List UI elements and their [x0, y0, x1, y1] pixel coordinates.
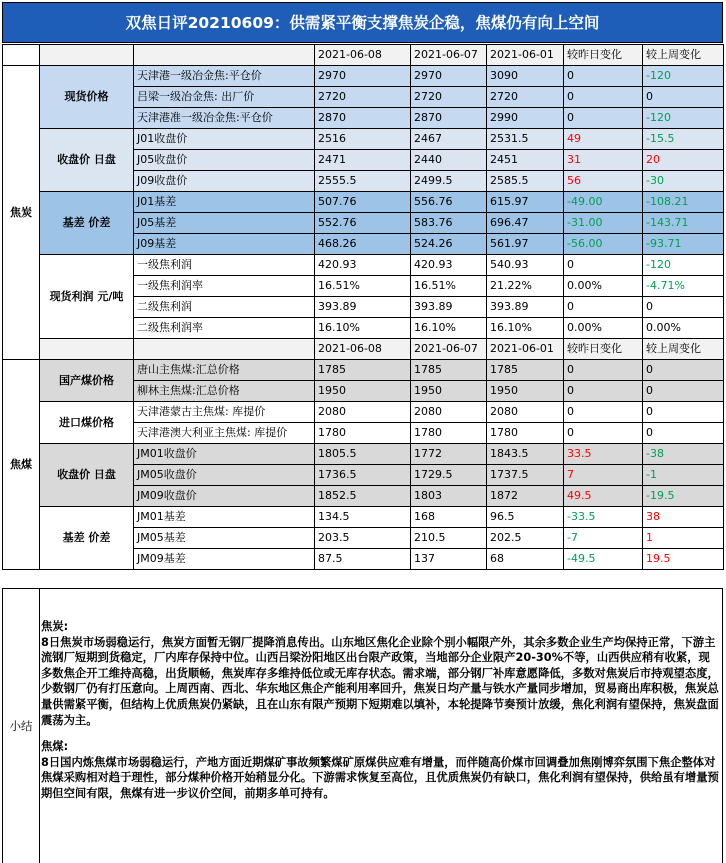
weekly-change-cell: 0 [643, 381, 724, 402]
row-label: J01收盘价 [134, 129, 315, 150]
coke-summary-heading: 焦炭: [41, 620, 69, 633]
value-cell: 3090 [487, 66, 564, 87]
value-cell: 2531.5 [487, 129, 564, 150]
value-cell: 1872 [487, 486, 564, 507]
weekly-change-cell: 0 [643, 402, 724, 423]
value-cell: 168 [411, 507, 487, 528]
value-cell: 16.10% [315, 318, 411, 339]
value-cell: 2467 [411, 129, 487, 150]
daily-change-cell: 0 [564, 297, 643, 318]
weekly-change-cell: 0 [643, 360, 724, 381]
table-row [3, 360, 724, 381]
coal-summary-body: 8日国内炼焦煤市场弱稳运行，产地方面近期煤矿事故频繁煤矿原煤供应难有增量，而伴随高价煤市回调叠加焦刚博弈氛围下焦企整体对焦煤采购相对趋于理性，部分煤种价格开始稍显分化。下游需求恢复至高位，且优质焦炭仍有缺口，焦化利润有望保持，供给虽有增量预期但空间有限，焦煤有进一步议价空间，前期多单可持有。 [41, 755, 719, 800]
profit-category-label: 现货利润 元/吨 [40, 255, 134, 339]
coal-section-label: 焦煤 [3, 360, 40, 570]
daily-change-cell: 0.00% [564, 318, 643, 339]
weekly-change-cell: -120 [643, 108, 724, 129]
weekly-change-cell: -143.71 [643, 213, 724, 234]
value-cell: 393.89 [487, 297, 564, 318]
close-category-label: 收盘价 日盘 [40, 444, 134, 507]
row-label: 二级焦利润率 [134, 318, 315, 339]
value-cell: 1785 [315, 360, 411, 381]
price-table [2, 44, 724, 570]
value-cell: 2555.5 [315, 171, 411, 192]
value-cell: 21.22% [487, 276, 564, 297]
value-cell: 1852.5 [315, 486, 411, 507]
value-cell: 137 [411, 549, 487, 570]
table-row [3, 402, 724, 423]
row-label: J09基差 [134, 234, 315, 255]
value-cell: 2471 [315, 150, 411, 171]
value-cell: 2499.5 [411, 171, 487, 192]
value-cell: 1785 [487, 360, 564, 381]
value-cell: 507.76 [315, 192, 411, 213]
blank-cell [40, 45, 134, 66]
daily-change-cell: -31.00 [564, 213, 643, 234]
value-cell: 552.76 [315, 213, 411, 234]
column-header: 2021-06-08 [315, 339, 411, 360]
column-header: 较昨日变化 [564, 339, 643, 360]
basis-category-label: 基差 价差 [40, 192, 134, 255]
row-label: 一级焦利润 [134, 255, 315, 276]
value-cell: 2970 [315, 66, 411, 87]
spot-category-label: 现货价格 [40, 66, 134, 129]
value-cell: 2080 [411, 402, 487, 423]
row-label: 柳林主焦煤:汇总价格 [134, 381, 315, 402]
corner-cell [3, 45, 40, 66]
weekly-change-cell: 20 [643, 150, 724, 171]
value-cell: 524.26 [411, 234, 487, 255]
daily-change-cell: 49 [564, 129, 643, 150]
value-cell: 583.76 [411, 213, 487, 234]
header-row [3, 45, 724, 66]
value-cell: 2870 [315, 108, 411, 129]
row-label: 天津港准一级冶金焦:平仓价 [134, 108, 315, 129]
value-cell: 540.93 [487, 255, 564, 276]
imported-category-label: 进口煤价格 [40, 402, 134, 444]
row-label: 天津港蒙古主焦煤: 库提价 [134, 402, 315, 423]
table-row [3, 66, 724, 87]
table-row [3, 507, 724, 528]
daily-change-cell: 0 [564, 423, 643, 444]
weekly-change-cell: 0 [643, 87, 724, 108]
value-cell: 1843.5 [487, 444, 564, 465]
value-cell: 393.89 [411, 297, 487, 318]
value-cell: 1772 [411, 444, 487, 465]
weekly-change-cell: -4.71% [643, 276, 724, 297]
table-row [3, 444, 724, 465]
blank-cell [134, 339, 315, 360]
value-cell: 696.47 [487, 213, 564, 234]
daily-change-cell: 0 [564, 255, 643, 276]
weekly-change-cell: -15.5 [643, 129, 724, 150]
daily-change-cell: 49.5 [564, 486, 643, 507]
daily-change-cell: 0 [564, 402, 643, 423]
row-label: JM09基差 [134, 549, 315, 570]
domestic-category-label: 国产煤价格 [40, 360, 134, 402]
row-label: 天津港一级冶金焦:平仓价 [134, 66, 315, 87]
row-label: JM01基差 [134, 507, 315, 528]
daily-change-cell: 0 [564, 66, 643, 87]
summary-section [2, 588, 723, 863]
value-cell: 468.26 [315, 234, 411, 255]
daily-change-cell: 0.00% [564, 276, 643, 297]
weekly-change-cell: 0 [643, 423, 724, 444]
value-cell: 68 [487, 549, 564, 570]
value-cell: 1950 [487, 381, 564, 402]
row-label: 天津港澳大利亚主焦煤: 库提价 [134, 423, 315, 444]
header-row [3, 339, 724, 360]
close-category-label: 收盘价 日盘 [40, 129, 134, 192]
row-label: JM05基差 [134, 528, 315, 549]
report-title: 双焦日评20210609：供需紧平衡支撑焦炭企稳，焦煤仍有向上空间 [2, 2, 723, 43]
daily-change-cell: 7 [564, 465, 643, 486]
value-cell: 1950 [315, 381, 411, 402]
weekly-change-cell: -30 [643, 171, 724, 192]
column-header: 2021-06-01 [487, 45, 564, 66]
value-cell: 16.10% [487, 318, 564, 339]
coal-summary-heading: 焦煤: [41, 740, 69, 754]
value-cell: 2080 [315, 402, 411, 423]
value-cell: 2451 [487, 150, 564, 171]
row-label: 一级焦利润率 [134, 276, 315, 297]
value-cell: 1780 [315, 423, 411, 444]
column-header: 2021-06-07 [411, 339, 487, 360]
daily-change-cell: -49.5 [564, 549, 643, 570]
row-label: 吕梁一级冶金焦: 出厂价 [134, 87, 315, 108]
weekly-change-cell: -120 [643, 255, 724, 276]
daily-change-cell: 56 [564, 171, 643, 192]
value-cell: 2440 [411, 150, 487, 171]
value-cell: 2990 [487, 108, 564, 129]
row-label: 二级焦利润 [134, 297, 315, 318]
value-cell: 16.51% [411, 276, 487, 297]
daily-change-cell: 0 [564, 108, 643, 129]
value-cell: 2080 [487, 402, 564, 423]
row-label: JM05收盘价 [134, 465, 315, 486]
value-cell: 203.5 [315, 528, 411, 549]
weekly-change-cell: -1 [643, 465, 724, 486]
coke-summary-body: 8日焦炭市场弱稳运行，焦炭方面暂无钢厂提降消息传出。山东地区焦化企业除个别小幅限产外，其余多数企业生产均保持正常，下游主流钢厂短期到货稳定，厂内库存保持中位。山西吕梁汾阳地区出台限产政策，当地部分企业限产20-30%不等，山西供应稍有收紧，现多数焦企开工维持高稳，出货顺畅，焦炭库存多维持低位或无库存状态。需求端，部分钢厂补库意愿降低，多数对焦炭后市持观望态度，少数钢厂仍有打压意向。上周西南、西北、华东地区焦企产能利用率回升，焦炭日均产量与铁水产量同步增加，贸易商出库积极，焦炭总量供需紧平衡，但结构上优质焦炭仍紧缺，且在山东有限产预期下短期难以填补，本轮提降节奏预计放缓，焦化利润有望保持，焦炭盘面震荡为主。 [41, 635, 719, 727]
table-row [3, 255, 724, 276]
value-cell: 1780 [487, 423, 564, 444]
daily-change-cell: 31 [564, 150, 643, 171]
row-label: J09收盘价 [134, 171, 315, 192]
table-row [3, 129, 724, 150]
row-label: JM01收盘价 [134, 444, 315, 465]
value-cell: 1805.5 [315, 444, 411, 465]
weekly-change-cell: -93.71 [643, 234, 724, 255]
value-cell: 615.97 [487, 192, 564, 213]
daily-change-cell: 33.5 [564, 444, 643, 465]
value-cell: 1803 [411, 486, 487, 507]
table-row [3, 192, 724, 213]
summary-text [41, 619, 719, 802]
blank-cell [40, 339, 134, 360]
column-header: 2021-06-08 [315, 45, 411, 66]
weekly-change-cell: -120 [643, 66, 724, 87]
value-cell: 1737.5 [487, 465, 564, 486]
value-cell: 420.93 [411, 255, 487, 276]
value-cell: 210.5 [411, 528, 487, 549]
value-cell: 1785 [411, 360, 487, 381]
column-header: 较昨日变化 [564, 45, 643, 66]
row-label: J05基差 [134, 213, 315, 234]
value-cell: 561.97 [487, 234, 564, 255]
basis-category-label: 基差 价差 [40, 507, 134, 570]
value-cell: 2720 [315, 87, 411, 108]
value-cell: 2970 [411, 66, 487, 87]
weekly-change-cell: -108.21 [643, 192, 724, 213]
value-cell: 2585.5 [487, 171, 564, 192]
column-header: 较上周变化 [643, 45, 724, 66]
row-label: JM09收盘价 [134, 486, 315, 507]
value-cell: 1950 [411, 381, 487, 402]
row-label: J01基差 [134, 192, 315, 213]
value-cell: 2720 [487, 87, 564, 108]
value-cell: 2516 [315, 129, 411, 150]
daily-change-cell: -56.00 [564, 234, 643, 255]
daily-change-cell: -49.00 [564, 192, 643, 213]
row-label: 唐山主焦煤:汇总价格 [134, 360, 315, 381]
summary-label: 小结 [3, 589, 40, 863]
weekly-change-cell: 1 [643, 528, 724, 549]
value-cell: 1736.5 [315, 465, 411, 486]
value-cell: 134.5 [315, 507, 411, 528]
value-cell: 2720 [411, 87, 487, 108]
column-header: 2021-06-07 [411, 45, 487, 66]
weekly-change-cell: 19.5 [643, 549, 724, 570]
weekly-change-cell: 38 [643, 507, 724, 528]
daily-change-cell: -7 [564, 528, 643, 549]
coke-section-label: 焦炭 [3, 66, 40, 360]
daily-change-cell: 0 [564, 87, 643, 108]
daily-change-cell: 0 [564, 360, 643, 381]
row-label: J05收盘价 [134, 150, 315, 171]
value-cell: 96.5 [487, 507, 564, 528]
value-cell: 1780 [411, 423, 487, 444]
weekly-change-cell: 0 [643, 297, 724, 318]
value-cell: 420.93 [315, 255, 411, 276]
weekly-change-cell: -38 [643, 444, 724, 465]
column-header: 较上周变化 [643, 339, 724, 360]
value-cell: 202.5 [487, 528, 564, 549]
weekly-change-cell: -19.5 [643, 486, 724, 507]
value-cell: 2870 [411, 108, 487, 129]
value-cell: 87.5 [315, 549, 411, 570]
blank-cell [134, 45, 315, 66]
value-cell: 16.51% [315, 276, 411, 297]
value-cell: 393.89 [315, 297, 411, 318]
daily-change-cell: 0 [564, 381, 643, 402]
value-cell: 1729.5 [411, 465, 487, 486]
column-header: 2021-06-01 [487, 339, 564, 360]
daily-change-cell: -33.5 [564, 507, 643, 528]
value-cell: 556.76 [411, 192, 487, 213]
value-cell: 16.10% [411, 318, 487, 339]
weekly-change-cell: 0.00% [643, 318, 724, 339]
